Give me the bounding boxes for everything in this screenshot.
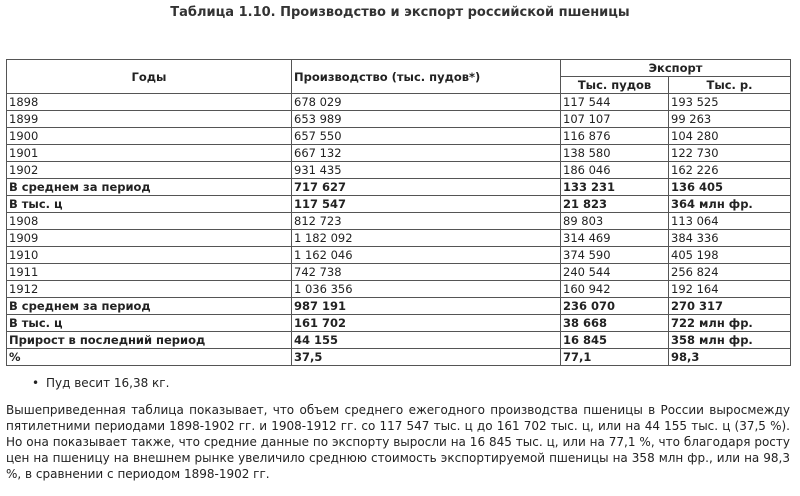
cell-export-poods: 374 590 [561,247,669,264]
table-caption: Таблица 1.10. Производство и экспорт российской пшеницы [170,5,630,20]
header-years: Годы [7,60,292,94]
cell-export-rub: 364 млн фр. [669,196,791,213]
cell-production: 678 029 [292,94,561,111]
cell-production: 812 723 [292,213,561,230]
bullet-icon: • [32,376,40,390]
table-row [7,264,791,281]
cell-export-poods: 16 845 [561,332,669,349]
cell-export-rub: 192 164 [669,281,791,298]
cell-year: В тыс. ц [7,315,292,332]
cell-export-poods: 107 107 [561,111,669,128]
table-row [7,94,791,111]
cell-export-poods: 160 942 [561,281,669,298]
table-row [7,332,791,349]
cell-export-poods: 138 580 [561,145,669,162]
cell-production: 161 702 [292,315,561,332]
table-row [7,111,791,128]
cell-production: 987 191 [292,298,561,315]
table-row [7,349,791,366]
cell-export-rub: 99 263 [669,111,791,128]
table-row [7,247,791,264]
cell-export-poods: 186 046 [561,162,669,179]
footnote [32,376,169,390]
table-row [7,128,791,145]
cell-export-rub: 104 280 [669,128,791,145]
table-row [7,162,791,179]
cell-year: 1910 [7,247,292,264]
cell-year: Прирост в последний период [7,332,292,349]
cell-export-rub: 358 млн фр. [669,332,791,349]
cell-production: 667 132 [292,145,561,162]
table-row [7,179,791,196]
cell-production: 742 738 [292,264,561,281]
cell-production: 44 155 [292,332,561,349]
cell-export-rub: 384 336 [669,230,791,247]
cell-export-poods: 116 876 [561,128,669,145]
table-row [7,281,791,298]
header-export-poods: Тыс. пудов [561,77,669,94]
cell-export-poods: 77,1 [561,349,669,366]
cell-production: 657 550 [292,128,561,145]
cell-year: 1909 [7,230,292,247]
cell-export-poods: 240 544 [561,264,669,281]
cell-export-rub: 98,3 [669,349,791,366]
cell-export-rub: 136 405 [669,179,791,196]
header-export-rub: Тыс. р. [669,77,791,94]
header-export: Экспорт [561,60,791,77]
cell-year: В тыс. ц [7,196,292,213]
wheat-production-export-table [6,59,791,366]
cell-export-rub: 113 064 [669,213,791,230]
cell-year: 1899 [7,111,292,128]
cell-year: 1912 [7,281,292,298]
cell-export-poods: 38 668 [561,315,669,332]
cell-production: 931 435 [292,162,561,179]
cell-export-poods: 21 823 [561,196,669,213]
cell-export-rub: 405 198 [669,247,791,264]
cell-export-rub: 162 226 [669,162,791,179]
cell-export-rub: 193 525 [669,94,791,111]
cell-year: 1908 [7,213,292,230]
cell-export-rub: 722 млн фр. [669,315,791,332]
cell-year: 1898 [7,94,292,111]
table-row [7,298,791,315]
cell-export-poods: 236 070 [561,298,669,315]
cell-production: 1 036 356 [292,281,561,298]
table-body [7,94,791,366]
footnote-text: Пуд весит 16,38 кг. [46,376,170,390]
body-paragraph: Вышеприведенная таблица показывает, что объем среднего ежегодного производства пшеницы в России выросмежду пятилетними периодами 1898-1902 гг. и 1908-1912 гг. со 117 547 тыс. ц до 161 702 тыс. ц, или на 44 155 тыс. ц (37,5 %). Но она показывает также, что средние данные по экспорту выросли на 16 845 тыс. ц, или на 77,1 %, что благодаря росту цен на пшеницу на внешнем рынке увеличило среднюю стоимость экспортируемой пшеницы на 358 млн фр., или на 98,3 %, в сравнении с периодом 1898-1902 гг. [6,403,790,481]
cell-year: В среднем за период [7,179,292,196]
cell-production: 653 989 [292,111,561,128]
cell-production: 37,5 [292,349,561,366]
cell-export-poods: 89 803 [561,213,669,230]
cell-export-poods: 117 544 [561,94,669,111]
table-row [7,315,791,332]
cell-export-poods: 133 231 [561,179,669,196]
cell-production: 117 547 [292,196,561,213]
header-production: Производство (тыс. пудов*) [292,60,561,94]
cell-year: 1911 [7,264,292,281]
cell-export-rub: 122 730 [669,145,791,162]
cell-export-rub: 256 824 [669,264,791,281]
table-row [7,145,791,162]
cell-production: 1 182 092 [292,230,561,247]
cell-export-poods: 314 469 [561,230,669,247]
cell-production: 717 627 [292,179,561,196]
table-row [7,230,791,247]
table-row [7,196,791,213]
table-row [7,213,791,230]
cell-year: 1900 [7,128,292,145]
cell-production: 1 162 046 [292,247,561,264]
cell-year: % [7,349,292,366]
cell-year: 1901 [7,145,292,162]
cell-year: В среднем за период [7,298,292,315]
cell-export-rub: 270 317 [669,298,791,315]
cell-year: 1902 [7,162,292,179]
